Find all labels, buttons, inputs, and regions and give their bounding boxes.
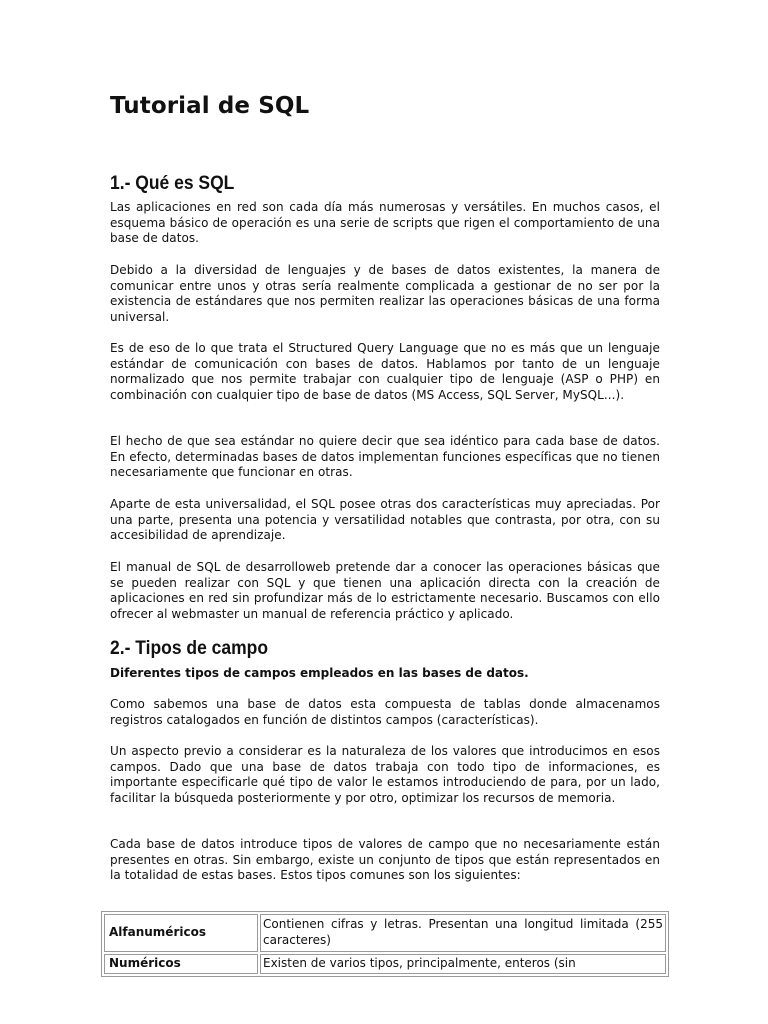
- section-2-paragraph: Como sabemos una base de datos esta compuesta de tablas donde almacenamos registros catalogados en función de distintos campos (características).: [110, 697, 660, 727]
- document-title: Tutorial de SQL: [110, 93, 310, 119]
- section-1-paragraph: Es de eso de lo que trata el Structured Query Language que no es más que un lenguaje estándar de comunicación con bases de datos. Hablamos por tanto de un lenguaje normalizado que nos permite trabajar con cualquier tipo de lenguaje (ASP o PHP) en combinación con cualquier tipo de base de datos (MS Access, SQL Server, MySQL...).: [110, 341, 660, 402]
- table-row: [104, 914, 666, 952]
- table-row: [104, 954, 666, 974]
- section-1-paragraph: El hecho de que sea estándar no quiere decir que sea idéntico para cada base de datos. En efecto, determinadas bases de datos implementan funciones específicas que no tienen necesariamente que funcionar en otras.: [110, 434, 660, 480]
- section-1-paragraph: Las aplicaciones en red son cada día más numerosas y versátiles. En muchos casos, el esquema básico de operación es una serie de scripts que rigen el comportamiento de una base de datos.: [110, 200, 660, 246]
- section-2-subtitle: Diferentes tipos de campos empleados en las bases de datos.: [110, 666, 529, 680]
- field-type-description: Contienen cifras y letras. Presentan una longitud limitada (255 caracteres): [260, 914, 666, 952]
- section-1-heading: 1.- Qué es SQL: [110, 173, 235, 194]
- field-type-description: Existen de varios tipos, principalmente, enteros (sin: [260, 954, 666, 974]
- field-type-name: Numéricos: [104, 954, 258, 974]
- field-type-name: Alfanuméricos: [104, 914, 258, 952]
- section-2-heading: 2.- Tipos de campo: [110, 638, 269, 659]
- section-2-paragraph: Cada base de datos introduce tipos de valores de campo que no necesariamente están presentes en otras. Sin embargo, existe un conjunto de tipos que están representados en la totalidad de estas bases. Estos tipos comunes son los siguientes:: [110, 837, 660, 883]
- section-1-paragraph: El manual de SQL de desarrolloweb pretende dar a conocer las operaciones básicas que se pueden realizar con SQL y que tienen una aplicación directa con la creación de aplicaciones en red sin profundizar más de lo estrictamente necesario. Buscamos con ello ofrecer al webmaster un manual de referencia práctico y aplicado.: [110, 560, 660, 621]
- section-1-paragraph: Debido a la diversidad de lenguajes y de bases de datos existentes, la manera de comunicar entre unos y otras sería realmente complicada a gestionar de no ser por la existencia de estándares que nos permiten realizar las operaciones básicas de una forma universal.: [110, 263, 660, 324]
- section-2-paragraph: Un aspecto previo a considerar es la naturaleza de los valores que introducimos en esos campos. Dado que una base de datos trabaja con todo tipo de informaciones, es importante especificarle qué tipo de valor le estamos introduciendo de para, por un lado, facilitar la búsqueda posteriormente y por otro, optimizar los recursos de memoria.: [110, 744, 660, 805]
- section-1-paragraph: Aparte de esta universalidad, el SQL posee otras dos características muy apreciadas. Por una parte, presenta una potencia y versatilidad notables que contrasta, por otra, con su accesibilidad de aprendizaje.: [110, 497, 660, 543]
- field-types-table: [101, 911, 669, 977]
